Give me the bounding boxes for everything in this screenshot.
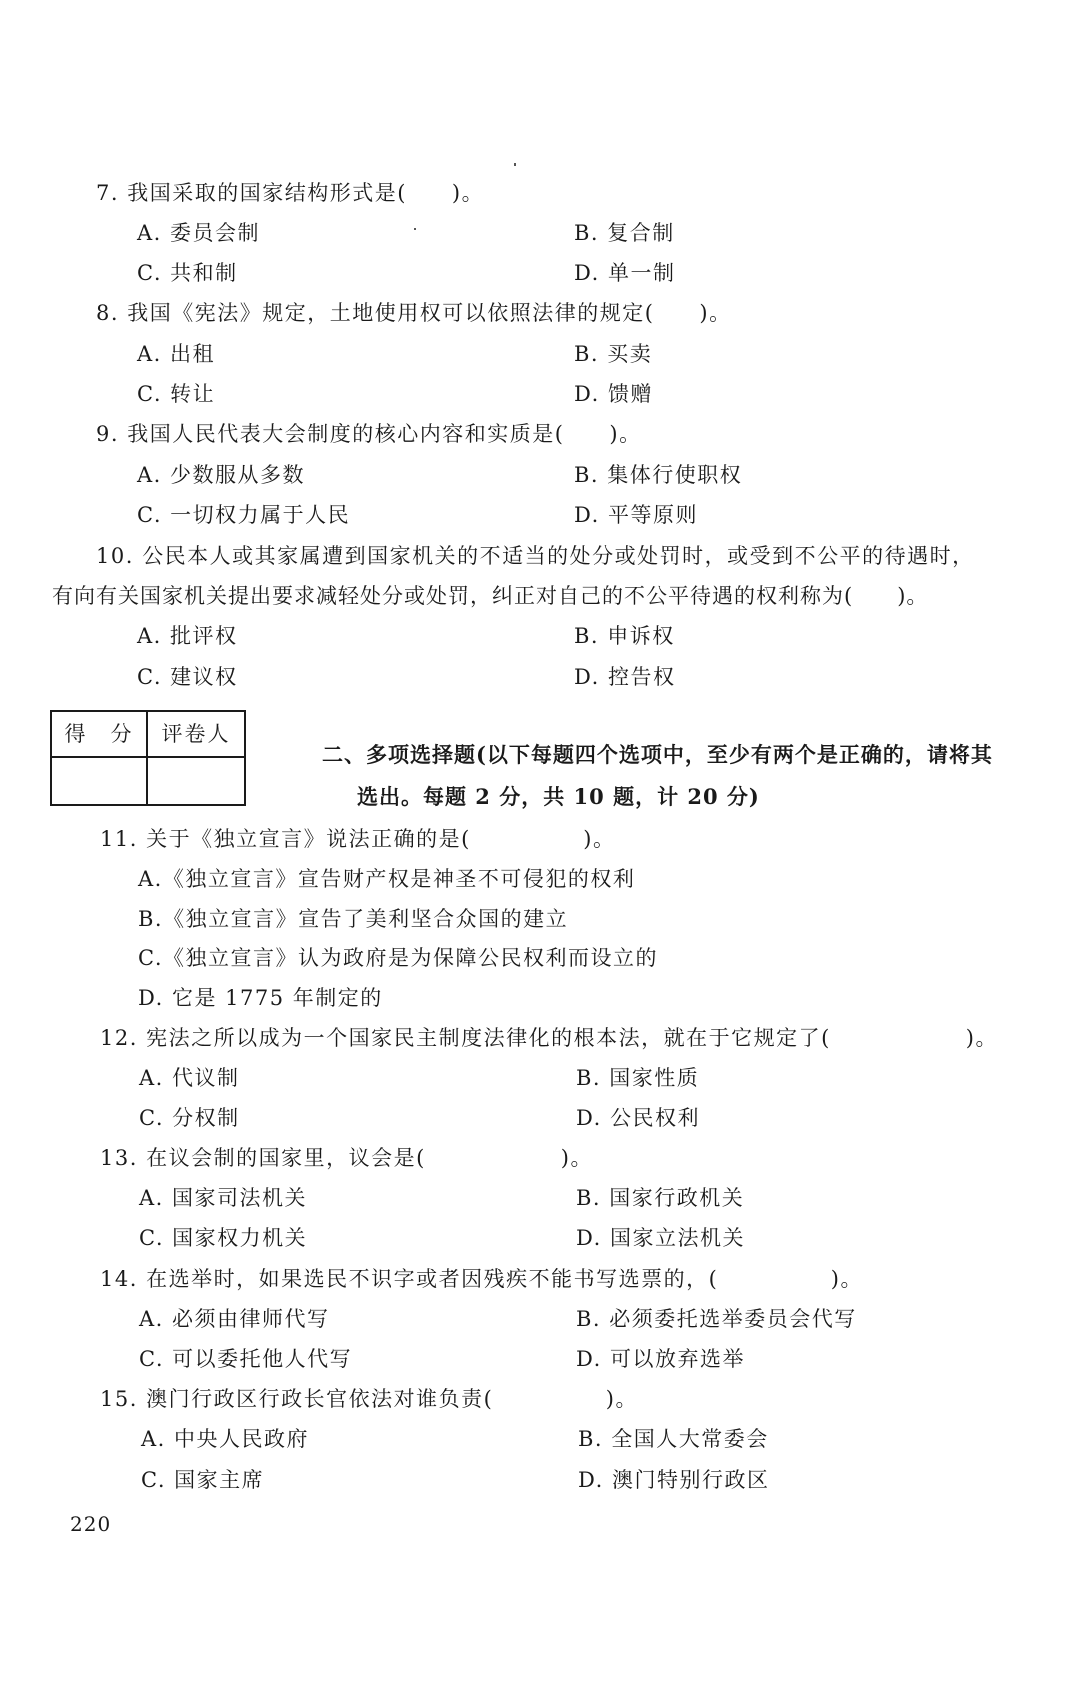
- question-9-option-b: B. 集体行使职权: [574, 463, 743, 487]
- question-12-option-d: D. 公民权利: [576, 1106, 700, 1130]
- grader-cell: [148, 758, 244, 804]
- page-number: 220: [70, 1512, 112, 1536]
- question-9-option-c: C. 一切权力属于人民: [137, 503, 351, 527]
- question-15-stem: 15. 澳门行政区行政长官依法对谁负责( )。: [100, 1387, 638, 1411]
- question-13-stem: 13. 在议会制的国家里，议会是( )。: [100, 1146, 593, 1170]
- question-9-stem: 9. 我国人民代表大会制度的核心内容和实质是( )。: [96, 422, 642, 446]
- question-7-option-d: D. 单一制: [574, 261, 676, 285]
- question-15-option-a: A. 中央人民政府: [141, 1427, 310, 1451]
- question-11-option-a: A.《独立宣言》宣告财产权是神圣不可侵犯的权利: [138, 867, 636, 891]
- question-14-option-c: C. 可以委托他人代写: [139, 1347, 353, 1371]
- question-13-option-d: D. 国家立法机关: [576, 1226, 745, 1250]
- question-10-option-a: A. 批评权: [137, 624, 238, 648]
- question-7-option-a: A. 委员会制: [137, 221, 261, 245]
- question-13-option-b: B. 国家行政机关: [576, 1186, 745, 1210]
- question-8-option-b: B. 买卖: [574, 342, 653, 366]
- score-table: [50, 710, 246, 806]
- section-2-heading-line-1: 二、多项选择题(以下每题四个选项中，至少有两个是正确的，请将其: [322, 742, 993, 767]
- question-12-option-c: C. 分权制: [139, 1106, 240, 1130]
- question-10-option-b: B. 申诉权: [574, 624, 675, 648]
- question-11-option-c: C.《独立宣言》认为政府是为保障公民权利而设立的: [138, 946, 658, 970]
- question-7-option-c: C. 共和制: [137, 261, 238, 285]
- question-8-stem: 8. 我国《宪法》规定，土地使用权可以依照法律的规定( )。: [96, 301, 732, 325]
- scan-speck: [514, 163, 516, 166]
- scan-speck: [414, 228, 416, 230]
- question-10-stem-line-1: 10. 公民本人或其家属遭到国家机关的不适当的处分或处罚时，或受到不公平的待遇时，: [96, 544, 975, 568]
- question-12-option-b: B. 国家性质: [576, 1066, 700, 1090]
- question-10-option-c: C. 建议权: [137, 665, 238, 689]
- question-13-option-c: C. 国家权力机关: [139, 1226, 308, 1250]
- question-13-option-a: A. 国家司法机关: [139, 1186, 308, 1210]
- question-7-option-b: B. 复合制: [574, 221, 675, 245]
- question-11-option-d: D. 它是 1775 年制定的: [138, 986, 383, 1010]
- question-10-stem-line-2: 有向有关国家机关提出要求减轻处分或处罚，纠正对自己的不公平待遇的权利称为( )。: [52, 584, 929, 608]
- score-header: 得 分: [52, 712, 148, 758]
- question-8-option-d: D. 馈赠: [574, 382, 653, 406]
- question-10-option-d: D. 控告权: [574, 665, 676, 689]
- question-12-stem: 12. 宪法之所以成为一个国家民主制度法律化的根本法，就在于它规定了( )。: [100, 1026, 998, 1050]
- question-9-option-a: A. 少数服从多数: [137, 463, 306, 487]
- question-12-option-a: A. 代议制: [139, 1066, 240, 1090]
- question-14-option-a: A. 必须由律师代写: [139, 1307, 330, 1331]
- question-15-option-d: D. 澳门特别行政区: [578, 1468, 770, 1492]
- question-11-stem: 11. 关于《独立宣言》说法正确的是( )。: [100, 827, 616, 851]
- question-14-option-d: D. 可以放弃选举: [576, 1347, 745, 1371]
- question-14-stem: 14. 在选举时，如果选民不识字或者因残疾不能书写选票的，( )。: [100, 1267, 863, 1291]
- section-2-heading-line-2: 选出。每题 2 分，共 10 题，计 20 分): [357, 784, 760, 809]
- question-15-option-c: C. 国家主席: [141, 1468, 265, 1492]
- question-8-option-c: C. 转让: [137, 382, 216, 406]
- score-cell: [52, 758, 148, 804]
- question-9-option-d: D. 平等原则: [574, 503, 698, 527]
- question-15-option-b: B. 全国人大常委会: [578, 1427, 769, 1451]
- question-14-option-b: B. 必须委托选举委员会代写: [576, 1307, 857, 1331]
- question-11-option-b: B.《独立宣言》宣告了美利坚合众国的建立: [138, 907, 569, 931]
- question-8-option-a: A. 出租: [137, 342, 216, 366]
- grader-header: 评卷人: [148, 712, 244, 758]
- question-7-stem: 7. 我国采取的国家结构形式是( )。: [96, 181, 485, 205]
